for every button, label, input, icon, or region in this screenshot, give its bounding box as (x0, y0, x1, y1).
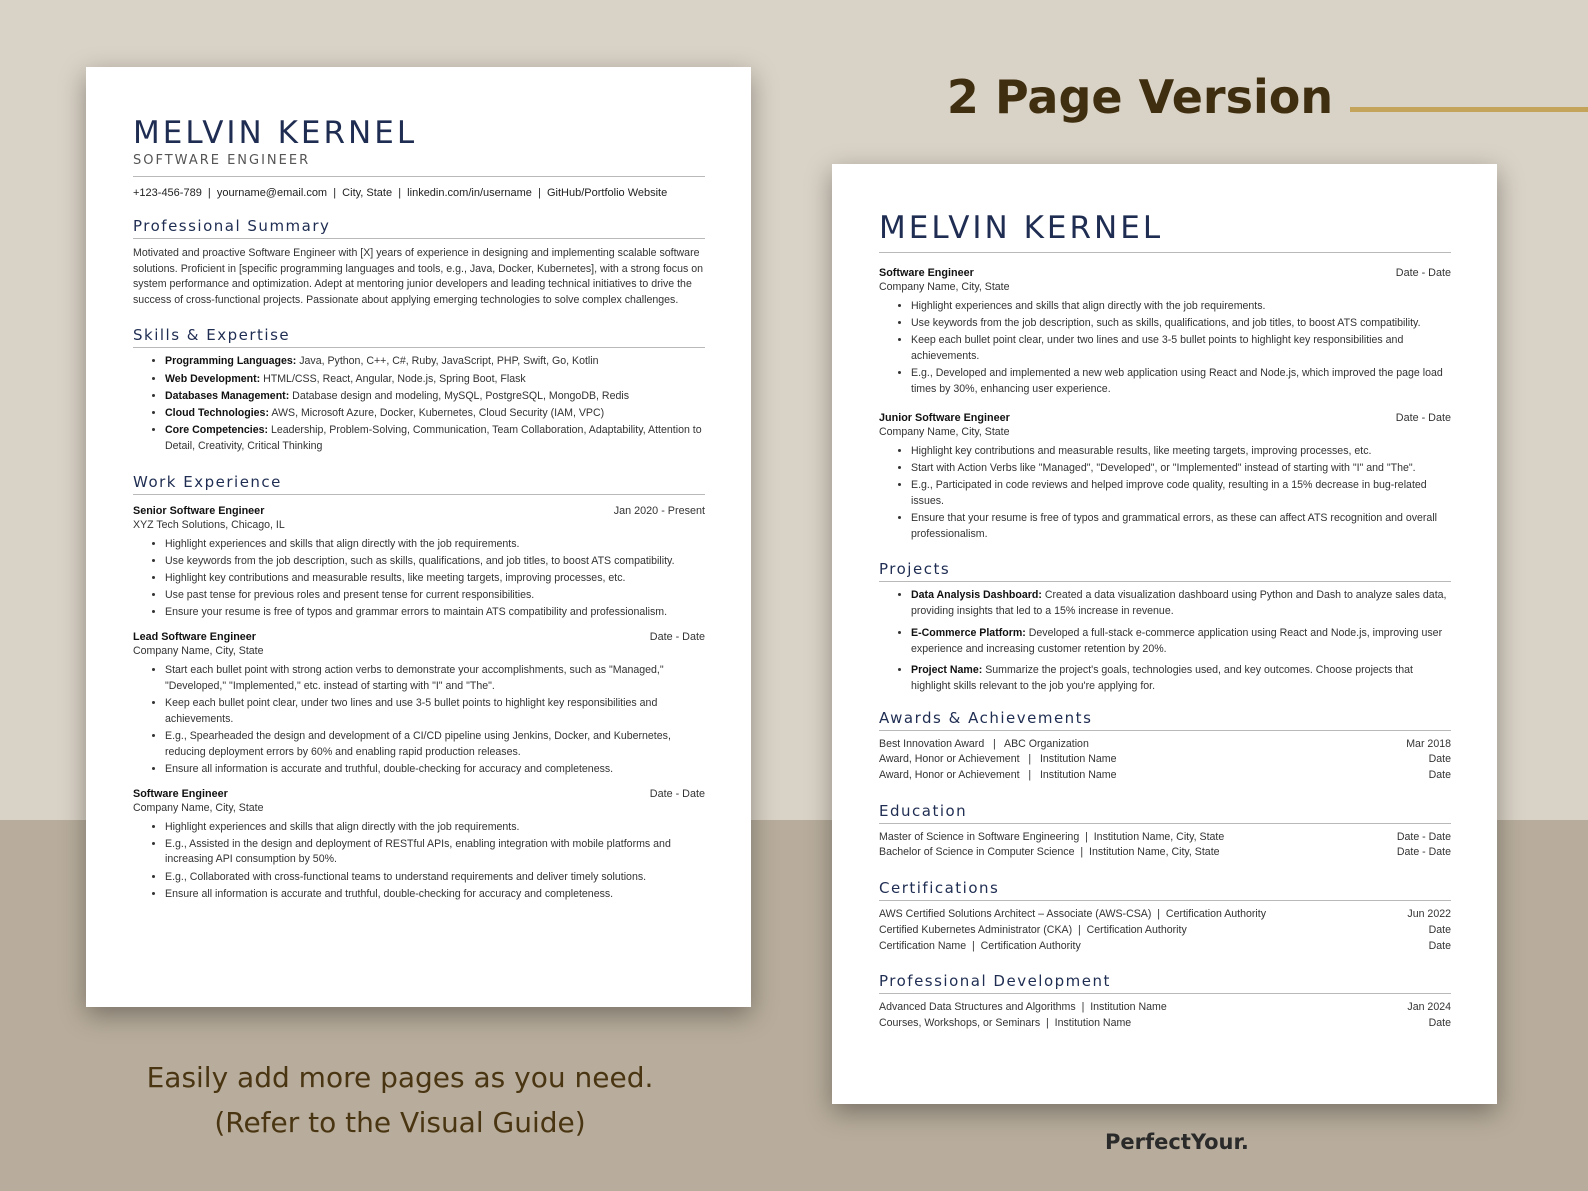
resume-role: SOFTWARE ENGINEER (133, 153, 311, 168)
section-title-development: Professional Development (879, 972, 1451, 994)
job-title: Lead Software Engineer (133, 631, 256, 644)
development-row: Courses, Workshops, or Seminars | Institution Name Date (879, 1016, 1451, 1029)
award-row: Best Innovation Award | ABC Organization Mar 2018 (879, 737, 1451, 750)
section-title-certifications: Certifications (879, 879, 1451, 901)
list-item: • Cloud Technologies: AWS, Microsoft Azure, Docker, Kubernetes, Cloud Security (IAM, VPC) (165, 406, 705, 422)
job-date: Date - Date (1395, 411, 1451, 424)
headline: 2 Page Version (946, 70, 1334, 124)
job-date: Date - Date (649, 787, 705, 800)
job-title: Senior Software Engineer (133, 504, 265, 517)
list-item: • E.g., Collaborated with cross-functional teams to understand requirements and deliver timely solutions. (165, 870, 705, 886)
resume-page-1 (86, 67, 751, 1007)
list-item: • Ensure all information is accurate and truthful, double-checking for accuracy and completeness. (165, 887, 705, 903)
job-title: Software Engineer (879, 267, 974, 279)
list-item: • Use keywords from the job description, such as skills, qualifications, and job titles, to boost ATS compatibility. (165, 554, 705, 570)
list-item: • Use keywords from the job description, such as skills, qualifications, and job titles, to boost ATS compatibility. (911, 316, 1451, 332)
resume-name: MELVIN KERNEL (879, 210, 1164, 246)
job-company: Company Name, City, State (879, 425, 1010, 438)
list-item: • Project Name: Summarize the project's goals, technologies used, and key outcomes. Choose projects that highlight skills relevant to the job you're applying for. (911, 663, 1451, 694)
development-list (879, 1000, 1451, 1031)
list-item: • Keep each bullet point clear, under two lines and use 3-5 bullet points to highlight key responsibilities and achievements. (165, 696, 705, 727)
job-bullets (133, 537, 705, 622)
resume-name: MELVIN KERNEL (133, 115, 418, 151)
section-title-summary: Professional Summary (133, 217, 705, 239)
job-company: Company Name, City, State (879, 281, 1010, 293)
list-item: • Programming Languages: Java, Python, C++, C#, Ruby, JavaScript, PHP, Swift, Go, Kotlin (165, 354, 705, 370)
job-bullets (133, 820, 705, 903)
award-row: Award, Honor or Achievement | Institution Name Date (879, 769, 1451, 782)
contact-line: +123-456-789 | yourname@email.com | City, State | linkedin.com/in/username | GitHub/Portfolio Website (133, 187, 668, 199)
job-company: XYZ Tech Solutions, Chicago, IL (133, 518, 285, 531)
list-item: • Use past tense for previous roles and present tense for current responsibilities. (165, 588, 705, 604)
job-header (133, 505, 705, 517)
job-date: Date - Date (649, 631, 705, 644)
list-item: • Start each bullet point with strong action verbs to demonstrate your accomplishments, such as "Managed," "Developed," "Implemented," etc. instead of starting with "I" and "The". (165, 663, 705, 694)
job-bullets (133, 663, 705, 777)
list-item: • Highlight experiences and skills that align directly with the job requirements. (165, 537, 705, 553)
job-company: Company Name, City, State (133, 645, 264, 658)
list-item: • Ensure all information is accurate and truthful, double-checking for accuracy and completeness. (165, 762, 705, 778)
accent-line (1350, 107, 1588, 112)
brand-logo: PerfectYour. (1105, 1130, 1249, 1154)
development-row: Advanced Data Structures and Algorithms | Institution Name Jan 2024 (879, 1001, 1451, 1014)
caption-line-1: Easily add more pages as you need. (146, 1061, 654, 1094)
list-item: • Databases Management: Database design and modeling, MySQL, PostgreSQL, MongoDB, Redis (165, 389, 705, 405)
resume-page-2 (832, 164, 1497, 1104)
list-item: • Core Competencies: Leadership, Problem-Solving, Communication, Team Collaboration, Adaptability, Attention to Detail, Creativity, Critical Thinking (165, 423, 705, 454)
education-row: Master of Science in Software Engineering | Institution Name, City, State Date - Date (879, 830, 1451, 843)
list-item: • E.g., Developed and implemented a new web application using React and Node.js, which improved the page load times by 30%, enhancing user experience. (911, 366, 1451, 397)
certifications-list (879, 907, 1451, 954)
list-item: • Data Analysis Dashboard: Created a data visualization dashboard using Python and Dash to analyze sales data, providing insights that led to a 15% increase in revenue. (911, 588, 1451, 619)
list-item: • E.g., Spearheaded the design and development of a CI/CD pipeline using Jenkins, Docker, and Kubernetes, reducing deployment errors by 60% and enabling rapid production releases. (165, 729, 705, 760)
cert-row: Certification Name | Certification Authority Date (879, 939, 1451, 952)
job-company: Company Name, City, State (133, 801, 264, 814)
skills-list (133, 354, 705, 454)
job-bullets (879, 299, 1451, 398)
list-item: • Keep each bullet point clear, under two lines and use 3-5 bullet points to highlight key responsibilities and achievements. (911, 333, 1451, 364)
list-item: • E.g., Assisted in the design and deployment of RESTful APIs, enabling integration with mobile platforms and increasing API consumption by 50%. (165, 837, 705, 868)
list-item: • E.g., Participated in code reviews and helped improve code quality, resulting in a 15% decrease in bug-related issues. (911, 478, 1451, 509)
job-header (879, 412, 1451, 424)
job-title: Junior Software Engineer (879, 411, 1010, 424)
award-row: Award, Honor or Achievement | Institution Name Date (879, 753, 1451, 766)
list-item: • Ensure that your resume is free of typos and grammatical errors, as these can affect ATS recognition and overall professionalism. (911, 511, 1451, 542)
education-list (879, 830, 1451, 861)
list-item: • E-Commerce Platform: Developed a full-stack e-commerce application using React and Node.js, improving user experience and increasing customer retention by 20%. (911, 626, 1451, 657)
section-title-education: Education (879, 802, 1451, 824)
header-divider (133, 176, 705, 177)
cert-row: AWS Certified Solutions Architect – Associate (AWS-CSA) | Certification Authority Jun 2022 (879, 908, 1451, 921)
list-item: • Web Development: HTML/CSS, React, Angular, Node.js, Spring Boot, Flask (165, 372, 705, 388)
section-title-projects: Projects (879, 560, 1451, 582)
job-header (133, 631, 705, 643)
list-item: • Ensure your resume is free of typos and grammar errors to maintain ATS compatibility and professionalism. (165, 605, 705, 621)
list-item: • Highlight key contributions and measurable results, like meeting targets, improving processes, etc. (911, 444, 1451, 460)
job-date: Date - Date (1395, 267, 1451, 279)
section-title-skills: Skills & Expertise (133, 326, 705, 348)
education-row: Bachelor of Science in Computer Science | Institution Name, City, State Date - Date (879, 846, 1451, 859)
awards-list (879, 737, 1451, 784)
summary-text: Motivated and proactive Software Engineer with [X] years of experience in designing and implementing scalable software solutions. Proficient in [specific programming languages and tools, e.g., Java, Docker, Kubernetes], with a strong focus on system performance and optimization. Adept at mentoring junior developers and leading technical initiatives to drive the success of cross-functional projects. Passionate about applying emerging technologies to solve complex challenges. (133, 247, 704, 306)
section-title-work: Work Experience (133, 473, 705, 495)
job-bullets (879, 444, 1451, 543)
job-title: Software Engineer (133, 787, 228, 800)
job-header (133, 788, 705, 800)
cert-row: Certified Kubernetes Administrator (CKA) | Certification Authority Date (879, 923, 1451, 936)
caption (100, 1055, 700, 1145)
list-item: • Highlight key contributions and measurable results, like meeting targets, improving processes, etc. (165, 571, 705, 587)
list-item: • Highlight experiences and skills that align directly with the job requirements. (911, 299, 1451, 315)
list-item: • Highlight experiences and skills that align directly with the job requirements. (165, 820, 705, 836)
caption-line-2: (Refer to the Visual Guide) (214, 1106, 586, 1139)
section-title-awards: Awards & Achievements (879, 709, 1451, 731)
job-header (879, 267, 1451, 279)
job-date: Jan 2020 - Present (613, 504, 705, 517)
projects-list (879, 588, 1451, 694)
list-item: • Start with Action Verbs like "Managed", "Developed", or "Implemented" instead of starting with "I" and "The". (911, 461, 1451, 477)
header-divider (879, 252, 1451, 253)
